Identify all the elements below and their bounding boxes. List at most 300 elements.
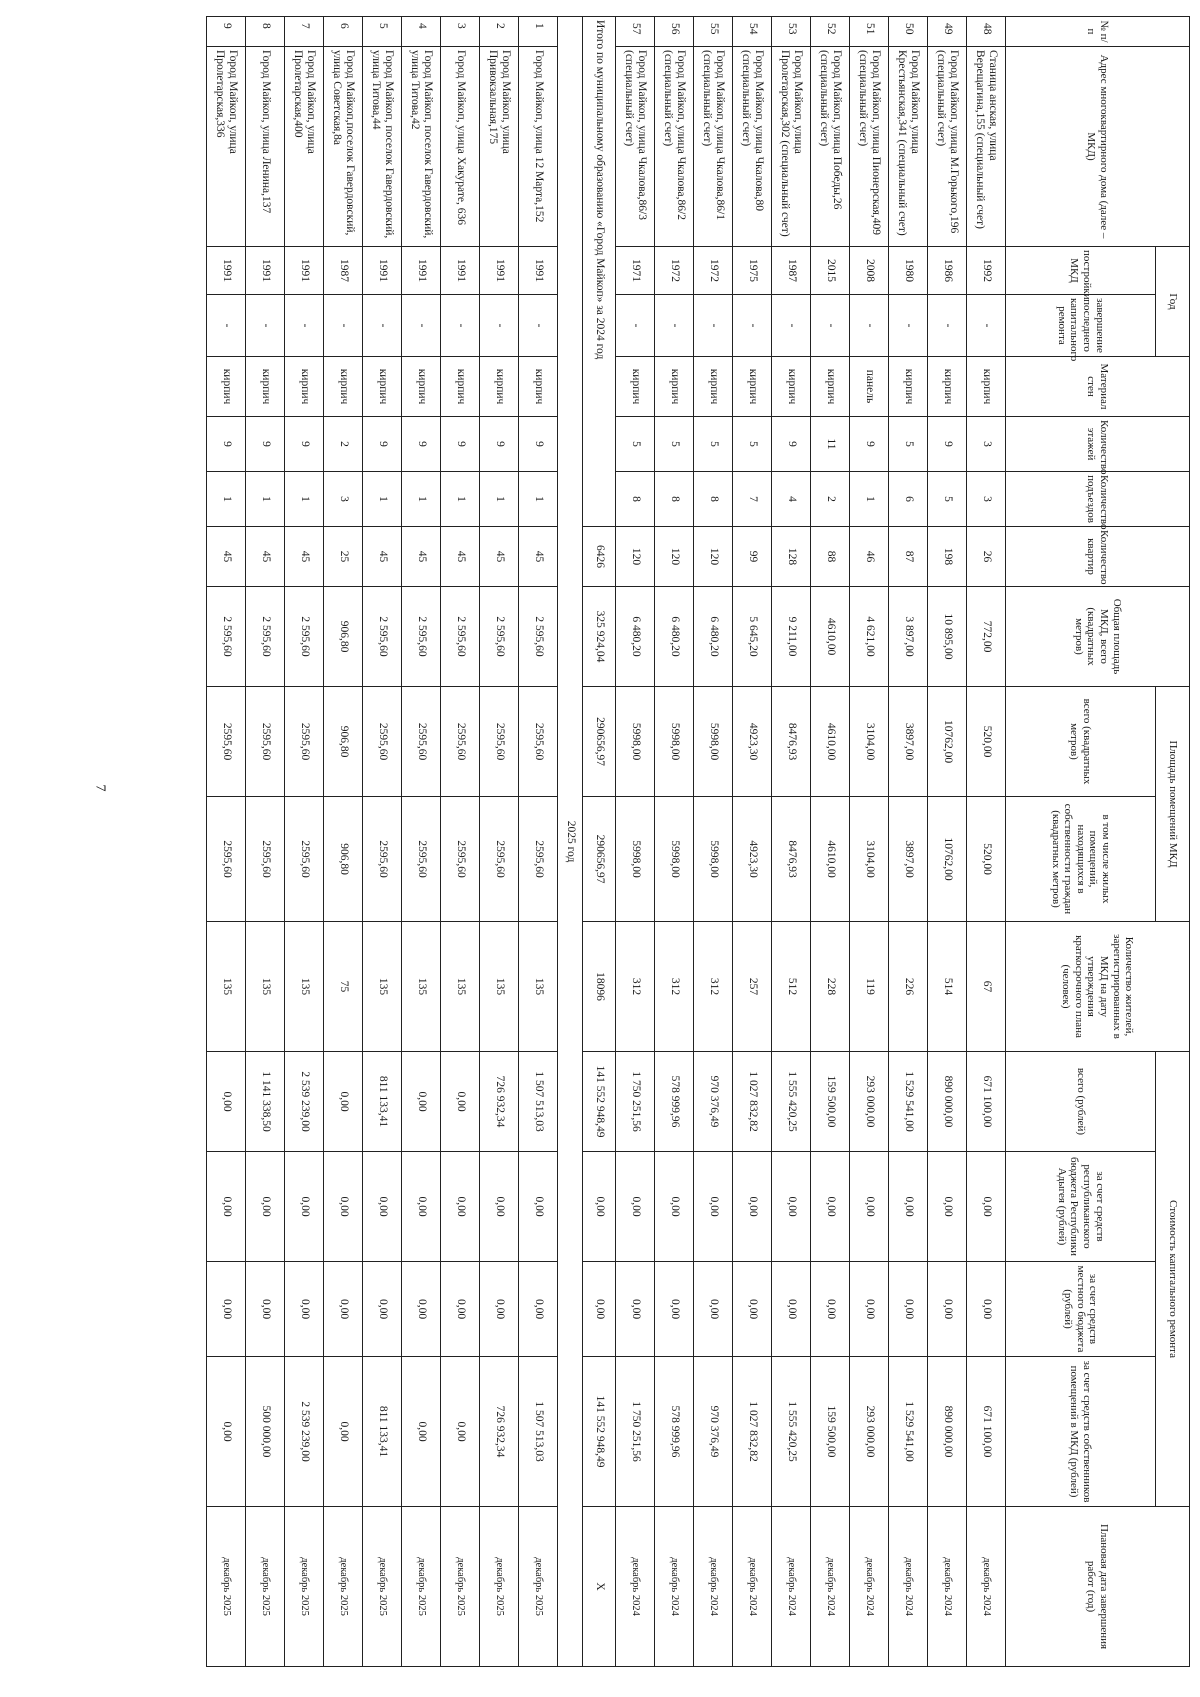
cell-cost-republic: 0,00 bbox=[655, 1152, 694, 1262]
cell-cost-owners: 1 507 513,03 bbox=[519, 1357, 558, 1507]
cell-num: 48 bbox=[967, 17, 1006, 47]
cell-built: 1991 bbox=[285, 247, 324, 295]
cell-address: Город Майкоп, улица Крестьянская,341 (специальный счет) bbox=[889, 47, 928, 247]
cell-apartments: 87 bbox=[889, 527, 928, 587]
cell-premises-total: 2595,60 bbox=[246, 687, 285, 797]
cell-cost-total: 1 141 338,50 bbox=[246, 1052, 285, 1152]
cell-last-repair: - bbox=[694, 295, 733, 357]
cell-cost-local: 0,00 bbox=[285, 1262, 324, 1357]
cell-num: 5 bbox=[363, 17, 402, 47]
cell-num: 52 bbox=[811, 17, 850, 47]
cell-cost-republic: 0,00 bbox=[363, 1152, 402, 1262]
cell-cost-total: 0,00 bbox=[207, 1052, 246, 1152]
cell-cost-local: 0,00 bbox=[480, 1262, 519, 1357]
total-row bbox=[583, 17, 616, 1667]
cell-cost-owners: 1 027 832,82 bbox=[733, 1357, 772, 1507]
cell-built: 1991 bbox=[480, 247, 519, 295]
cell-cost-local: 0,00 bbox=[850, 1262, 889, 1357]
cell-total-area: 4 621,00 bbox=[850, 587, 889, 687]
cell-total-area: 2 595,60 bbox=[480, 587, 519, 687]
cell-cost-owners: 970 376,49 bbox=[694, 1357, 733, 1507]
cell-premises-total: 10762,00 bbox=[928, 687, 967, 797]
header-num: № п/п bbox=[1006, 17, 1190, 47]
cell-cost-republic: 0,00 bbox=[246, 1152, 285, 1262]
cell-residents: 67 bbox=[967, 922, 1006, 1052]
cell-cost-local: 0,00 bbox=[363, 1262, 402, 1357]
cell-residents: 312 bbox=[616, 922, 655, 1052]
cell-premises-owned: 2595,60 bbox=[480, 797, 519, 922]
cell-cost-total: 1 027 832,82 bbox=[733, 1052, 772, 1152]
cell-last-repair: - bbox=[616, 295, 655, 357]
cell-entrances: 1 bbox=[285, 472, 324, 527]
cell-total-area: 2 595,60 bbox=[519, 587, 558, 687]
cell-deadline: декабрь 2025 bbox=[207, 1507, 246, 1667]
cell-floors: 5 bbox=[616, 417, 655, 472]
cell-last-repair: - bbox=[402, 295, 441, 357]
cell-entrances: 1 bbox=[441, 472, 480, 527]
cell-premises-total: 2595,60 bbox=[207, 687, 246, 797]
header-entrances: Количество подъездов bbox=[1006, 472, 1190, 527]
table-row bbox=[285, 17, 324, 1667]
cell-premises-total: 2595,60 bbox=[480, 687, 519, 797]
cell-deadline: декабрь 2025 bbox=[324, 1507, 363, 1667]
cell-built: 1980 bbox=[889, 247, 928, 295]
cell-floors: 5 bbox=[655, 417, 694, 472]
cell-entrances: 1 bbox=[207, 472, 246, 527]
cell-last-repair: - bbox=[207, 295, 246, 357]
cell-total-area: 5 645,20 bbox=[733, 587, 772, 687]
cell-deadline: декабрь 2025 bbox=[519, 1507, 558, 1667]
cell-premises-total: 906,80 bbox=[324, 687, 363, 797]
cell-floors: 5 bbox=[733, 417, 772, 472]
cell-cost-republic: 0,00 bbox=[324, 1152, 363, 1262]
cell-apartments: 26 bbox=[967, 527, 1006, 587]
cell-premises-total: 4610,00 bbox=[811, 687, 850, 797]
cell-material: кирпич bbox=[772, 357, 811, 417]
cell-cost-total: 1 750 251,56 bbox=[616, 1052, 655, 1152]
cell-residents: 226 bbox=[889, 922, 928, 1052]
cell-built: 1972 bbox=[655, 247, 694, 295]
cell-cost-local: 0,00 bbox=[655, 1262, 694, 1357]
cell-cost-total: 0,00 bbox=[441, 1052, 480, 1152]
cell-cost-republic: 0,00 bbox=[519, 1152, 558, 1262]
cell-floors: 9 bbox=[850, 417, 889, 472]
cell-num: 6 bbox=[324, 17, 363, 47]
cell-premises-owned: 2595,60 bbox=[363, 797, 402, 922]
cell-floors: 9 bbox=[928, 417, 967, 472]
cell-apartments: 45 bbox=[207, 527, 246, 587]
cell-premises-owned: 2595,60 bbox=[441, 797, 480, 922]
cell-deadline: декабрь 2025 bbox=[402, 1507, 441, 1667]
cell-total-area: 4610,00 bbox=[811, 587, 850, 687]
cell-num: 55 bbox=[694, 17, 733, 47]
cell-total-area: 772,00 bbox=[967, 587, 1006, 687]
cell-cost-owners: 1 555 420,25 bbox=[772, 1357, 811, 1507]
total-cost-republic: 0,00 bbox=[583, 1152, 616, 1262]
cell-cost-total: 0,00 bbox=[402, 1052, 441, 1152]
cell-cost-local: 0,00 bbox=[402, 1262, 441, 1357]
cell-material: кирпич bbox=[967, 357, 1006, 417]
table-row bbox=[967, 17, 1006, 1667]
cell-last-repair: - bbox=[850, 295, 889, 357]
cell-entrances: 1 bbox=[246, 472, 285, 527]
cell-deadline: декабрь 2024 bbox=[928, 1507, 967, 1667]
cell-num: 50 bbox=[889, 17, 928, 47]
cell-cost-owners: 1 750 251,56 bbox=[616, 1357, 655, 1507]
total-2024 bbox=[558, 17, 616, 1667]
cell-floors: 9 bbox=[772, 417, 811, 472]
cell-material: кирпич bbox=[285, 357, 324, 417]
header-floors: Количество этажей bbox=[1006, 417, 1190, 472]
cell-cost-total: 0,00 bbox=[324, 1052, 363, 1152]
cell-cost-local: 0,00 bbox=[441, 1262, 480, 1357]
cell-premises-total: 2595,60 bbox=[285, 687, 324, 797]
cell-material: кирпич bbox=[246, 357, 285, 417]
total-premises-total: 290656,97 bbox=[583, 687, 616, 797]
header-cost-group: Стоимость капитального ремонта bbox=[1156, 1052, 1190, 1507]
cell-num: 7 bbox=[285, 17, 324, 47]
cell-premises-owned: 906,80 bbox=[324, 797, 363, 922]
cell-cost-owners: 1 529 541,00 bbox=[889, 1357, 928, 1507]
cell-deadline: декабрь 2024 bbox=[772, 1507, 811, 1667]
cell-cost-republic: 0,00 bbox=[772, 1152, 811, 1262]
cell-floors: 9 bbox=[441, 417, 480, 472]
cell-cost-owners: 500 000,00 bbox=[246, 1357, 285, 1507]
cell-last-repair: - bbox=[967, 295, 1006, 357]
cell-apartments: 99 bbox=[733, 527, 772, 587]
cell-total-area: 2 595,60 bbox=[402, 587, 441, 687]
cell-apartments: 25 bbox=[324, 527, 363, 587]
cell-address: Станица анская, улица Верещагина,155 (специальный счет) bbox=[967, 47, 1006, 247]
cell-num: 8 bbox=[246, 17, 285, 47]
cell-residents: 135 bbox=[402, 922, 441, 1052]
cell-last-repair: - bbox=[655, 295, 694, 357]
cell-num: 51 bbox=[850, 17, 889, 47]
cell-num: 1 bbox=[519, 17, 558, 47]
cell-floors: 2 bbox=[324, 417, 363, 472]
cell-cost-owners: 726 932,34 bbox=[480, 1357, 519, 1507]
cell-num: 57 bbox=[616, 17, 655, 47]
table-row bbox=[928, 17, 967, 1667]
cell-material: панель bbox=[850, 357, 889, 417]
cell-premises-total: 5998,00 bbox=[694, 687, 733, 797]
cell-built: 2015 bbox=[811, 247, 850, 295]
cell-premises-owned: 2595,60 bbox=[246, 797, 285, 922]
cell-apartments: 45 bbox=[402, 527, 441, 587]
cell-total-area: 6 480,20 bbox=[616, 587, 655, 687]
header-premises-total: всего (квадратных метров) bbox=[1006, 687, 1156, 797]
table-row bbox=[889, 17, 928, 1667]
cell-cost-owners: 890 000,00 bbox=[928, 1357, 967, 1507]
cell-cost-local: 0,00 bbox=[207, 1262, 246, 1357]
header-cost-republic: за счет средств республиканского бюджета Республики Адыгея (рублей) bbox=[1006, 1152, 1156, 1262]
cell-cost-republic: 0,00 bbox=[207, 1152, 246, 1262]
cell-cost-local: 0,00 bbox=[616, 1262, 655, 1357]
cell-apartments: 128 bbox=[772, 527, 811, 587]
page-number: 7 bbox=[92, 784, 108, 792]
table-row bbox=[402, 17, 441, 1667]
cell-built: 1991 bbox=[363, 247, 402, 295]
cell-entrances: 5 bbox=[928, 472, 967, 527]
cell-num: 2 bbox=[480, 17, 519, 47]
header-wall-material: Материал стен bbox=[1006, 357, 1190, 417]
cell-residents: 135 bbox=[519, 922, 558, 1052]
cell-premises-owned: 2595,60 bbox=[519, 797, 558, 922]
cell-built: 1987 bbox=[772, 247, 811, 295]
cell-cost-total: 1 555 420,25 bbox=[772, 1052, 811, 1152]
cell-entrances: 1 bbox=[363, 472, 402, 527]
cell-last-repair: - bbox=[811, 295, 850, 357]
cell-address: Город Майкоп,поселок Гавердовский, улица Советская,8а bbox=[324, 47, 363, 247]
table-row bbox=[441, 17, 480, 1667]
cell-cost-owners: 671 100,00 bbox=[967, 1357, 1006, 1507]
cell-cost-local: 0,00 bbox=[246, 1262, 285, 1357]
cell-cost-total: 293 000,00 bbox=[850, 1052, 889, 1152]
header-total-area: Общая площадь МКД, всего (квадратных метров) bbox=[1006, 587, 1190, 687]
cell-last-repair: - bbox=[285, 295, 324, 357]
cell-cost-owners: 578 999,96 bbox=[655, 1357, 694, 1507]
cell-total-area: 6 480,20 bbox=[655, 587, 694, 687]
cell-deadline: декабрь 2024 bbox=[694, 1507, 733, 1667]
cell-material: кирпич bbox=[928, 357, 967, 417]
cell-built: 1972 bbox=[694, 247, 733, 295]
cell-material: кирпич bbox=[811, 357, 850, 417]
cell-entrances: 8 bbox=[616, 472, 655, 527]
cell-cost-republic: 0,00 bbox=[616, 1152, 655, 1262]
cell-floors: 5 bbox=[889, 417, 928, 472]
cell-residents: 75 bbox=[324, 922, 363, 1052]
cell-last-repair: - bbox=[441, 295, 480, 357]
cell-total-area: 2 595,60 bbox=[363, 587, 402, 687]
cell-material: кирпич bbox=[519, 357, 558, 417]
cell-built: 1991 bbox=[519, 247, 558, 295]
cell-cost-owners: 0,00 bbox=[441, 1357, 480, 1507]
total-cost-total: 141 552 948,49 bbox=[583, 1052, 616, 1152]
cell-address: Город Майкоп, улица Чкалова,86/3 (специальный счет) bbox=[616, 47, 655, 247]
cell-total-area: 9 211,00 bbox=[772, 587, 811, 687]
cell-cost-total: 890 000,00 bbox=[928, 1052, 967, 1152]
cell-cost-owners: 293 000,00 bbox=[850, 1357, 889, 1507]
cell-address: Город Майкоп, улица Пролетарская,336 bbox=[207, 47, 246, 247]
cell-floors: 3 bbox=[967, 417, 1006, 472]
cell-entrances: 3 bbox=[967, 472, 1006, 527]
cell-entrances: 1 bbox=[480, 472, 519, 527]
table-row bbox=[363, 17, 402, 1667]
cell-premises-owned: 2595,60 bbox=[285, 797, 324, 922]
cell-built: 1991 bbox=[207, 247, 246, 295]
cell-cost-owners: 811 133,41 bbox=[363, 1357, 402, 1507]
cell-material: кирпич bbox=[207, 357, 246, 417]
cell-premises-owned: 5998,00 bbox=[655, 797, 694, 922]
table-row bbox=[655, 17, 694, 1667]
cell-apartments: 46 bbox=[850, 527, 889, 587]
cell-cost-local: 0,00 bbox=[889, 1262, 928, 1357]
cell-cost-republic: 0,00 bbox=[889, 1152, 928, 1262]
cell-total-area: 2 595,60 bbox=[246, 587, 285, 687]
cell-cost-local: 0,00 bbox=[694, 1262, 733, 1357]
cell-built: 2008 bbox=[850, 247, 889, 295]
cell-material: кирпич bbox=[363, 357, 402, 417]
cell-cost-republic: 0,00 bbox=[850, 1152, 889, 1262]
cell-cost-local: 0,00 bbox=[324, 1262, 363, 1357]
table-row bbox=[850, 17, 889, 1667]
cell-floors: 9 bbox=[207, 417, 246, 472]
cell-material: кирпич bbox=[694, 357, 733, 417]
cell-material: кирпич bbox=[733, 357, 772, 417]
cell-num: 3 bbox=[441, 17, 480, 47]
cell-built: 1987 bbox=[324, 247, 363, 295]
cell-residents: 135 bbox=[363, 922, 402, 1052]
cell-material: кирпич bbox=[480, 357, 519, 417]
header-cost-owners: за счет средств собственников помещений в МКД (рублей) bbox=[1006, 1357, 1156, 1507]
cell-address: Город Майкоп, улица Пролетарская,302 (специальный счет) bbox=[772, 47, 811, 247]
cell-built: 1992 bbox=[967, 247, 1006, 295]
cell-cost-total: 159 500,00 bbox=[811, 1052, 850, 1152]
cell-address: Город Майкоп, улица Чкалова,86/2 (специальный счет) bbox=[655, 47, 694, 247]
cell-residents: 135 bbox=[441, 922, 480, 1052]
cell-premises-owned: 4610,00 bbox=[811, 797, 850, 922]
cell-premises-total: 4923,30 bbox=[733, 687, 772, 797]
total-cost-owners: 141 552 948,49 bbox=[583, 1357, 616, 1507]
header-cost-total: всего (рублей) bbox=[1006, 1052, 1156, 1152]
cell-material: кирпич bbox=[655, 357, 694, 417]
total-label: Итого по муниципальному образованию «Город Майкоп» за 2024 год bbox=[583, 17, 616, 527]
cell-premises-owned: 4923,30 bbox=[733, 797, 772, 922]
cell-entrances: 1 bbox=[519, 472, 558, 527]
cell-entrances: 6 bbox=[889, 472, 928, 527]
header-premises-group: Площадь помещений МКД bbox=[1156, 687, 1190, 922]
header-address: Адрес многоквартирного дома (далее – МКД) bbox=[1006, 47, 1190, 247]
cell-last-repair: - bbox=[772, 295, 811, 357]
cell-built: 1991 bbox=[441, 247, 480, 295]
cell-total-area: 2 595,60 bbox=[441, 587, 480, 687]
cell-apartments: 198 bbox=[928, 527, 967, 587]
table-row bbox=[811, 17, 850, 1667]
cell-last-repair: - bbox=[246, 295, 285, 357]
cell-cost-owners: 2 539 239,00 bbox=[285, 1357, 324, 1507]
cell-cost-republic: 0,00 bbox=[285, 1152, 324, 1262]
cell-premises-owned: 3897,00 bbox=[889, 797, 928, 922]
cell-num: 49 bbox=[928, 17, 967, 47]
cell-cost-republic: 0,00 bbox=[811, 1152, 850, 1262]
cell-apartments: 45 bbox=[441, 527, 480, 587]
cell-cost-total: 1 507 513,03 bbox=[519, 1052, 558, 1152]
total-cost-local: 0,00 bbox=[583, 1262, 616, 1357]
cell-floors: 5 bbox=[694, 417, 733, 472]
cell-last-repair: - bbox=[733, 295, 772, 357]
cell-floors: 11 bbox=[811, 417, 850, 472]
cell-cost-republic: 0,00 bbox=[441, 1152, 480, 1262]
repair-plan-table bbox=[206, 16, 1190, 1667]
cell-last-repair: - bbox=[519, 295, 558, 357]
cell-address: Город Майкоп, улица Хакурате, 636 bbox=[441, 47, 480, 247]
cell-deadline: декабрь 2024 bbox=[811, 1507, 850, 1667]
cell-cost-republic: 0,00 bbox=[928, 1152, 967, 1262]
cell-deadline: декабрь 2025 bbox=[441, 1507, 480, 1667]
cell-entrances: 7 bbox=[733, 472, 772, 527]
table-row bbox=[207, 17, 246, 1667]
cell-last-repair: - bbox=[889, 295, 928, 357]
cell-deadline: декабрь 2025 bbox=[246, 1507, 285, 1667]
cell-residents: 135 bbox=[207, 922, 246, 1052]
rows-2024 bbox=[616, 17, 1006, 1667]
cell-premises-total: 520,00 bbox=[967, 687, 1006, 797]
table-row bbox=[324, 17, 363, 1667]
table-row bbox=[480, 17, 519, 1667]
cell-deadline: декабрь 2025 bbox=[363, 1507, 402, 1667]
cell-total-area: 6 480,20 bbox=[694, 587, 733, 687]
cell-material: кирпич bbox=[441, 357, 480, 417]
cell-num: 56 bbox=[655, 17, 694, 47]
cell-cost-total: 811 133,41 bbox=[363, 1052, 402, 1152]
cell-premises-total: 8476,93 bbox=[772, 687, 811, 797]
cell-address: Город Майкоп, улица Пролетарская,400 bbox=[285, 47, 324, 247]
cell-built: 1991 bbox=[402, 247, 441, 295]
cell-apartments: 88 bbox=[811, 527, 850, 587]
year-2025-label: 2025 год bbox=[558, 17, 583, 1667]
cell-built: 1975 bbox=[733, 247, 772, 295]
cell-cost-total: 1 529 541,00 bbox=[889, 1052, 928, 1152]
cell-address: Город Майкоп, улица Чкалова,86/1 (специальный счет) bbox=[694, 47, 733, 247]
cell-residents: 312 bbox=[655, 922, 694, 1052]
cell-address: Город Майкоп, улица Пионерская,409 (специальный счет) bbox=[850, 47, 889, 247]
table-row bbox=[694, 17, 733, 1667]
cell-residents: 512 bbox=[772, 922, 811, 1052]
cell-premises-owned: 3104,00 bbox=[850, 797, 889, 922]
cell-apartments: 120 bbox=[694, 527, 733, 587]
cell-entrances: 1 bbox=[402, 472, 441, 527]
cell-deadline: декабрь 2024 bbox=[889, 1507, 928, 1667]
cell-last-repair: - bbox=[363, 295, 402, 357]
cell-address: Город Майкоп, поселок Гавердовский, улица Титова,42 bbox=[402, 47, 441, 247]
cell-deadline: декабрь 2024 bbox=[967, 1507, 1006, 1667]
cell-deadline: декабрь 2025 bbox=[285, 1507, 324, 1667]
header-deadline: Плановая дата завершения работ (год) bbox=[1006, 1507, 1190, 1667]
cell-num: 54 bbox=[733, 17, 772, 47]
cell-floors: 9 bbox=[480, 417, 519, 472]
total-area: 325 924,04 bbox=[583, 587, 616, 687]
rotated-content bbox=[78, 16, 1190, 1666]
cell-address: Город Майкоп, улица Привокзальная,175 bbox=[480, 47, 519, 247]
cell-cost-owners: 0,00 bbox=[402, 1357, 441, 1507]
cell-apartments: 45 bbox=[363, 527, 402, 587]
cell-last-repair: - bbox=[928, 295, 967, 357]
cell-entrances: 1 bbox=[850, 472, 889, 527]
cell-address: Город Майкоп, улица М.Горького,196 (специальный счет) bbox=[928, 47, 967, 247]
cell-deadline: декабрь 2024 bbox=[616, 1507, 655, 1667]
cell-cost-owners: 0,00 bbox=[207, 1357, 246, 1507]
cell-cost-total: 578 999,96 bbox=[655, 1052, 694, 1152]
cell-floors: 9 bbox=[402, 417, 441, 472]
cell-premises-owned: 2595,60 bbox=[402, 797, 441, 922]
cell-apartments: 45 bbox=[480, 527, 519, 587]
table-row bbox=[519, 17, 558, 1667]
cell-total-area: 10 895,00 bbox=[928, 587, 967, 687]
cell-address: Город Майкоп, поселок Гавердовский, улица Титова,44 bbox=[363, 47, 402, 247]
cell-material: кирпич bbox=[402, 357, 441, 417]
cell-last-repair: - bbox=[480, 295, 519, 357]
cell-cost-total: 2 539 239,00 bbox=[285, 1052, 324, 1152]
cell-premises-total: 5998,00 bbox=[655, 687, 694, 797]
cell-num: 53 bbox=[772, 17, 811, 47]
table-row bbox=[246, 17, 285, 1667]
cell-premises-total: 2595,60 bbox=[441, 687, 480, 797]
table-row bbox=[616, 17, 655, 1667]
cell-address: Город Майкоп, улица Чкалова,80 (специальный счет) bbox=[733, 47, 772, 247]
header-residents: Количество жителей, зарегистрированных в МКД на дату утверждения краткосрочного плана (человек) bbox=[1006, 922, 1190, 1052]
cell-floors: 9 bbox=[285, 417, 324, 472]
cell-num: 9 bbox=[207, 17, 246, 47]
